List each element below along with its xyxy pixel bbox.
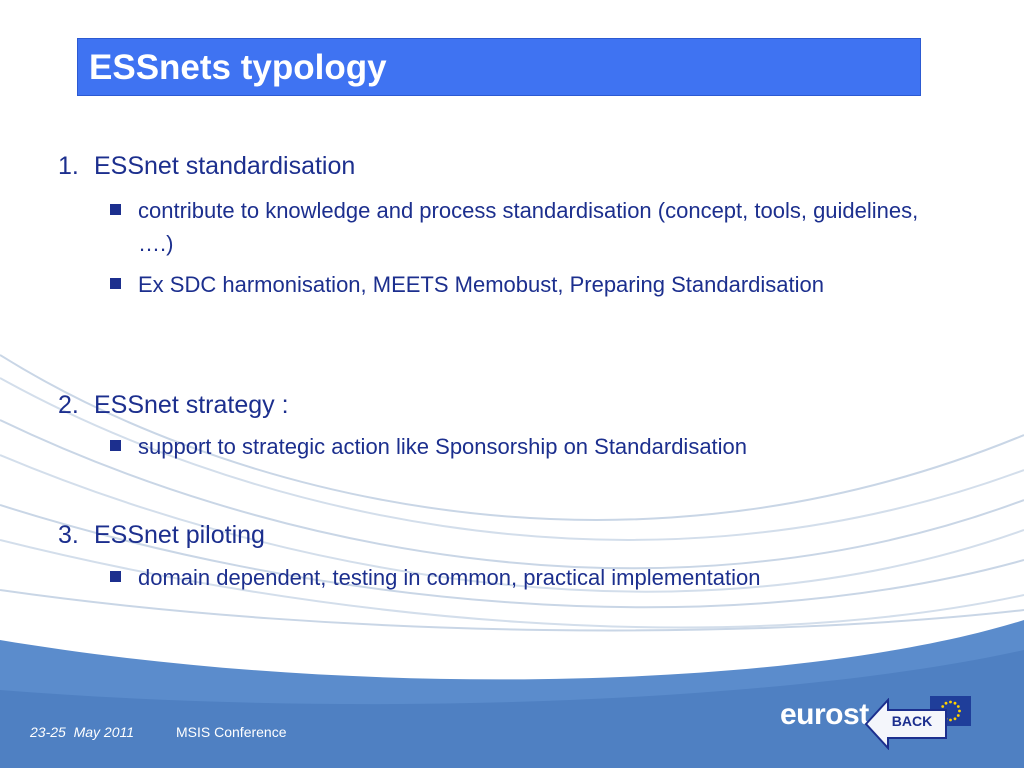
footer-date: 23-25 May 2011	[30, 724, 135, 740]
back-button-label: BACK	[891, 713, 933, 729]
item-number: 3.	[58, 521, 79, 549]
bullet-text: support to strategic action like Sponsorship on Standardisation	[138, 434, 748, 459]
item-label: ESSnet standardisation	[94, 152, 356, 180]
square-bullet-icon	[110, 278, 121, 289]
slide-title: ESSnets typology	[89, 48, 387, 87]
item-number: 1.	[58, 152, 79, 180]
bullet-text: contribute to knowledge and process standardisation (concept, tools, guidelines, ….)	[138, 198, 919, 256]
eurostat-logo: eurost	[780, 698, 869, 731]
item-label: ESSnet strategy :	[94, 391, 289, 419]
title-bar	[77, 38, 921, 96]
bullet-text: domain dependent, testing in common, practical implementation	[138, 565, 761, 590]
item-number: 2.	[58, 391, 79, 419]
item-label: ESSnet piloting	[94, 521, 265, 549]
bullet-text: Ex SDC harmonisation, MEETS Memobust, Preparing Standardisation	[138, 272, 824, 297]
square-bullet-icon	[110, 571, 121, 582]
square-bullet-icon	[110, 204, 121, 215]
square-bullet-icon	[110, 440, 121, 451]
back-button[interactable]	[864, 698, 948, 750]
footer-conference: MSIS Conference	[176, 724, 287, 740]
